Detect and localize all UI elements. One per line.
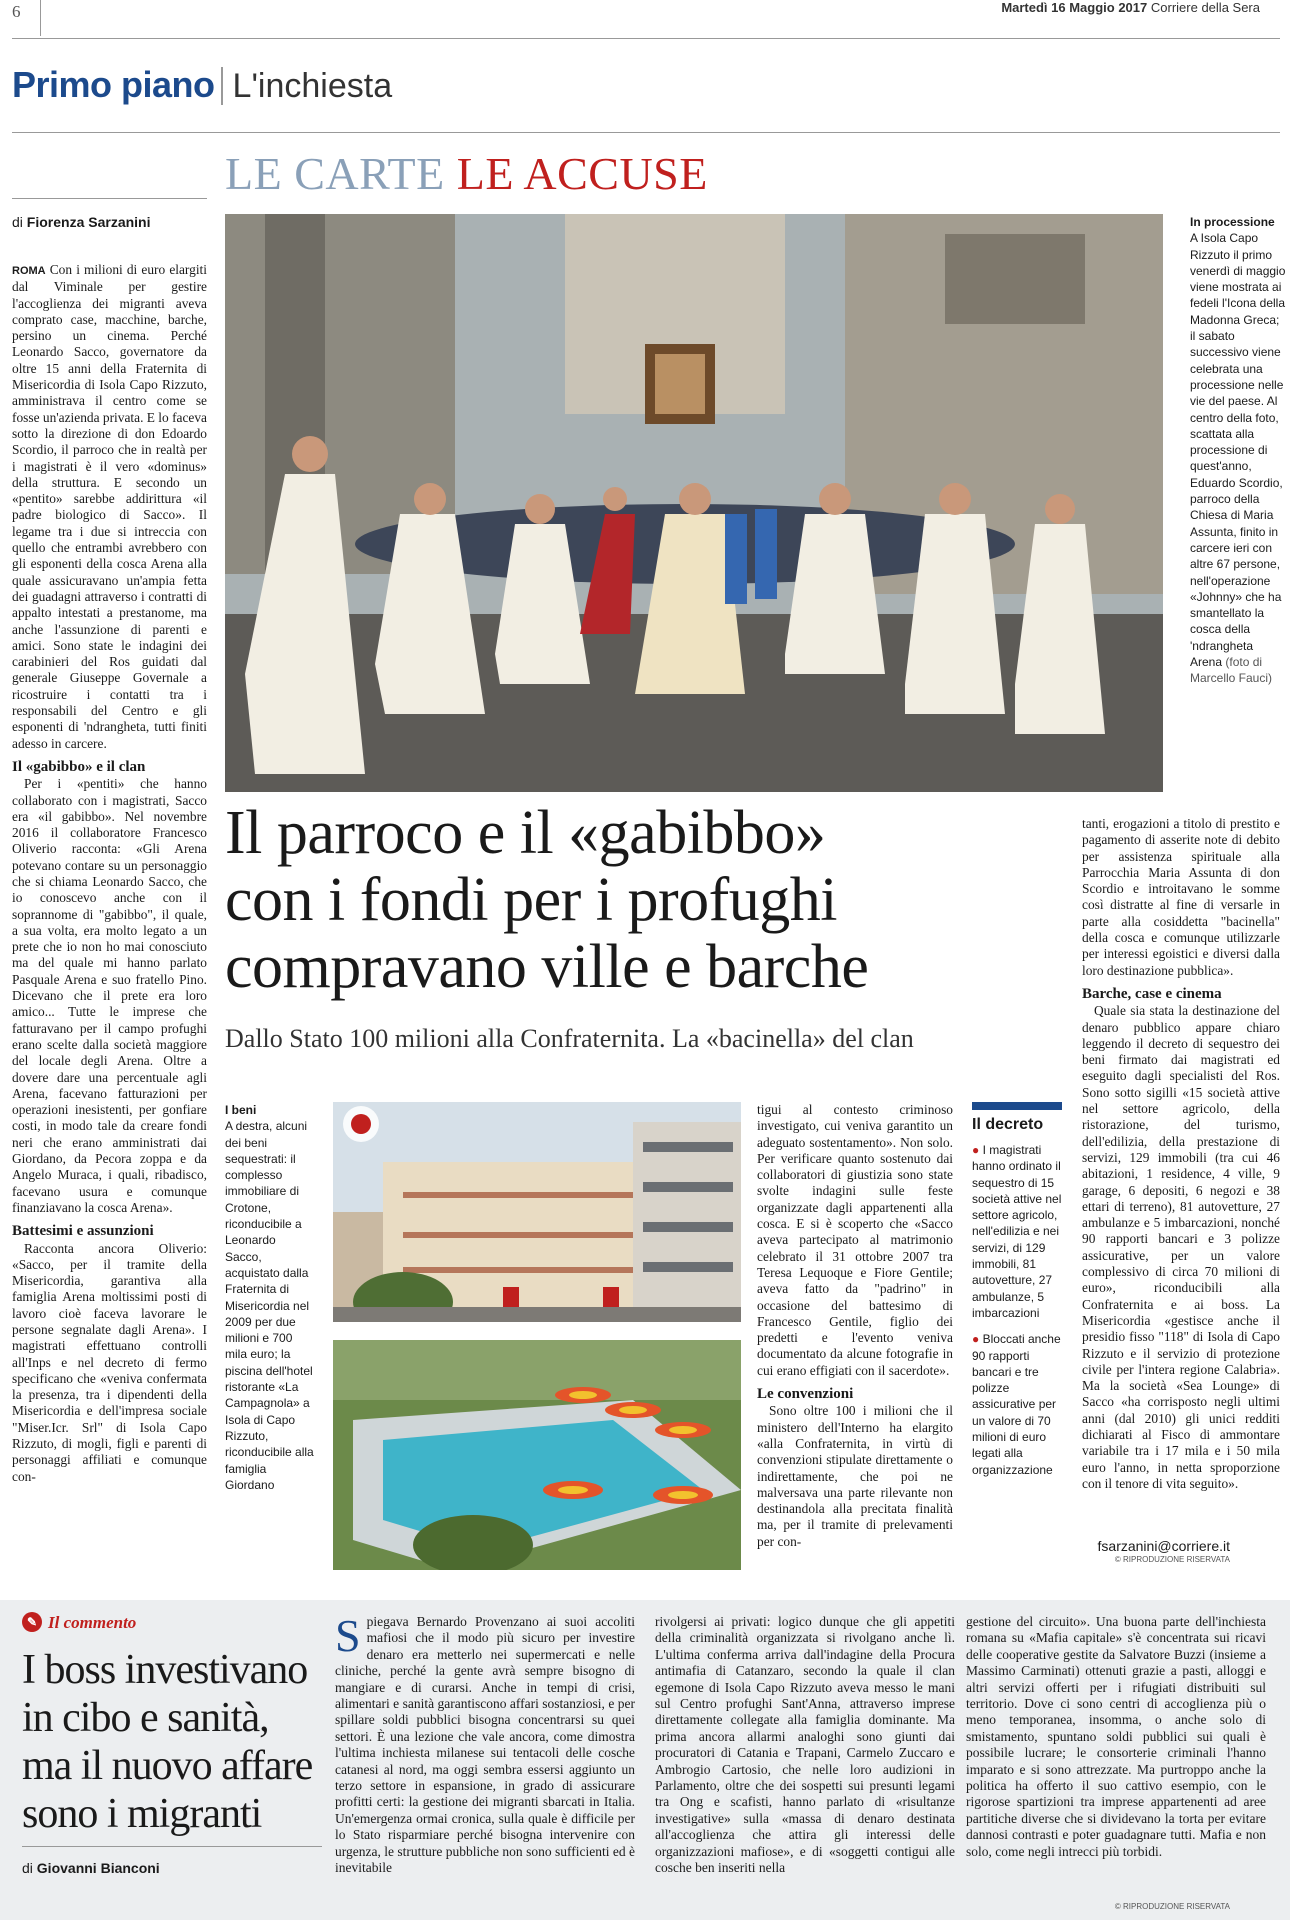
decree-item-text: Bloccati anche 90 rapporti bancari e tre polizze assicurative per un valore di 70 milioni di euro legati alla organizzazione [972,1332,1061,1477]
commentary-author: Giovanni Bianconi [36,1860,160,1876]
photo-caption-title: In processione [1190,215,1275,229]
headline-line: con i fondi per i profughi [225,866,838,934]
subheading: Il «gabibbo» e il clan [12,758,146,775]
kicker-part1: LE CARTE [225,148,445,199]
commentary-column-3: gestione del circuito». Una buona parte dell'inchiesta romana su «Mafia capitale» s'è concentrata sui ricavi delle cooperative gestite da Salvatore Buzzi (insieme a Massimo Carminati) ottenuti grazie a pasti, alloggi e altri servizi offerti per i rifugiati distribuiti sul territorio. Dove ci sono centri di accoglienza più o meno temporanea, insomma, o anche solo di smistamento, spuntano soldi pubblici sui quali è possibile lucrare; le consorterie criminali l'hanno imparato e si sono attrezzate. Ma purtroppo anche la politica ha offerto il suo cattivo esempio, con le rigorose spartizioni tra imprese appartenenti ad aree partitiche diverse che si dividevano la torta per evitare dannosi contrasti e poter guadagnare tutti. Mafia e non solo, come negli intrecci più torbidi. [966,1614,1266,1859]
subheading: Battesimi e assunzioni [12,1223,154,1240]
top-rule [12,38,1280,39]
subheading: Le convenzioni [757,1386,854,1403]
header-divider [40,0,41,36]
commentary-headline: I boss investivano in cibo e sanità, ma il nuovo affare sono i migranti [22,1647,313,1837]
subheadline: Dallo Stato 100 milioni alla Confraternita. La «bacinella» del clan [225,1024,914,1053]
article-paragraph: Racconta ancora Oliverio: «Sacco, per il tramite della Misericordia, garantiva alla famiglia Arena moltissimi posti di lavoro cioè faceva lavorare le persone segnalate dagli Arena». I magistrati effettuano controlli all'Inps e nel decreto di fermo specificano che «veniva confermata la presenza, tra i dipendenti della Misericordia e dell'impresa sociale "Miser.Icr. Srl" di Isola Capo Rizzuto, di mogli, figli e parenti di personaggi affiliati e comunque con- [12,1240,207,1484]
headline-line: Il parroco e il «gabibbo» [225,799,826,867]
article-paragraph: tigui al contesto criminoso investigato, cui veniva garantito un adeguato sostentamento». Non solo. Per verificare quanto sostenuto dai collaboratori di giustizia sono state svolte indagini sulle feste organizzate dagli appartenenti alla cosca. E si è scoperto che «Sacco aveva partecipato al matrimonio celebrato il 31 ottobre 2007 tra Teresa Lequoque e Fiore Gentile; aveva fatto da "padrino" in occasione del battesimo di Francesco Gentile, figlio dei predetti e l'evento veniva documentato da alcune fotografie in cui erano effigiati con il sacerdote». [757,1102,953,1378]
pool-illustration [333,1340,741,1570]
commentary-column-1 [335,1610,635,1877]
headline-line: compravano ville e barche [225,933,869,1001]
assets-caption-text: A destra, alcuni dei beni sequestrati: il complesso immobiliare di Crotone, riconducibile a Leonardo Sacco, acquistato dalla Fraternita di Misericordia nel 2009 per due milioni e 700 mila euro; la piscina dell'hotel ristorante «La Campagnola» a Isola di Capo Rizzuto, riconducibile alla famiglia Giordano [225,1119,314,1492]
article-column-2 [757,1102,953,1550]
commentary-text: piegava Bernardo Provenzano ai suoi accoliti mafiosi che il modo più sicuro per investire denaro era metterlo nei supermercati e nelle cliniche, perché la gente avrà sempre bisogno di mangiare e di curarsi. Anche in tempi di crisi, alimentari e sanità garantiscono affari sostanziosi, e per spillare soldi pubblici bisogna concentrarsi su quei settori. È una lezione che vale ancora, come dimostra l'ultima inchiesta milanese sui tentacoli delle cosche catanesi al nord, ma oggi sembra essersi aggiunto un terzo settore in espansione, in grado di assicurare profitti certi: la gestione dei migranti sbarcati in Italia. Un'emergenza ormai cronica, sulla quale è difficile per lo Stato risparmiare perché bisogna intervenire con urgenza, le strutture pubbliche non sono sufficienti ed è inevitabile [335,1614,635,1876]
commentary-icon: ✎ [22,1612,42,1632]
byline [12,214,151,230]
rights-notice: © RIPRODUZIONE RISERVATA [1114,1555,1230,1564]
commentary-byline [22,1860,160,1876]
pool-photo [333,1340,741,1570]
section-subtitle: L'inchiesta [221,67,393,105]
photo-credit: (foto di Marcello Fauci) [1190,655,1273,686]
commentary-rule [22,1846,322,1847]
decree-item [972,1331,1062,1478]
building-photo [333,1102,741,1322]
article-paragraph: tanti, erogazioni a titolo di prestito e pagamento di asserite note di debito per assistenza spirituale alla Parrocchia Maria Assunta di don Scordio e introitavano le somme così distratte al fine di versarle in parte alla cosiddetta "bacinella" della cosca e comunque utilizzarle per interessi egoistici e diversi dalla loro destinazione pubblica». [1082,816,1280,978]
decree-title: Il decreto [972,1116,1044,1133]
commentary-column-2: rivolgersi ai privati: logico dunque che gli appetiti della criminalità organizzata si rivolgano anche lì. L'ultima conferma arriva dall'indagine della Procura antimafia di Catanzaro, secondo la quale il clan egemone di Isola Capo Rizzuto aveva messo le mani sul Centro profughi Sant'Anna, attraverso imprese direttamente collegate alla famiglia dominante. Ma prima ancora allarmi analoghi sono giunti dai procuratori di Catania e Trapani, Carmelo Zuccaro e Ambrogio Cartosio, che nelle loro audizioni in Parlamento, oltre che dei sospetti sui presunti legami tra Ong e scafisti, hanno parlato di «risultanze investigative» sulla «massa di denaro destinata all'accoglienza che attira gli interessi delle organizzazioni mafiose», e di «soggetti contigui alle cosche ben inseriti nella [655,1614,955,1876]
page-number: 6 [12,2,21,21]
article-paragraph: Quale sia stata la destinazione del denaro pubblico appare chiaro leggendo il decreto di sequestro dei beni firmato dai magistrati ed eseguito dagli specialisti del Ros. Sono sotto sigilli «15 società attive nel settore agricolo, della ristorazione, del turismo, dell'edilizia, della prestazione di servizi, 129 immobili (tra cui 46 abitazioni, 1 residence, 4 ville, 9 garage, 6 depositi, 6 negozi e 38 ettari di terreno), 81 autovetture, 27 ambulanze e 5 imbarcazioni, nonché 90 rapporti bancari e 3 polizze assicurative, per un valore complessivo di circa 70 milioni di euro», riconducibili alla Confraternita e ai boss. La Misericordia «gestisce anche il presidio fisso "118" di Isola di Capo Rizzuto e il servizio di protezione civile per l'intera regione Calabria». Ma la società «Sea Lounge» di Sacco «ha corrisposto negli ultimi anni (dal 2010) gli unici redditi dichiarati al Fisco di ammontare variabile tra i 17 mila e i 50 mila euro l'anno, in netta sproporzione con il tenore di vita seguito». [1082,1003,1280,1491]
photo-caption [1190,214,1286,687]
byline-prefix: di [12,214,23,230]
article-paragraph: Con i milioni di euro elargiti dal Viminale per gestire l'accoglienza dei migranti aveva comprato case, macchine, barche, persino un cinema. Perché Leonardo Sacco, governatore da oltre 15 anni della Fraternita di Misericordia di Isola Capo Rizzuto, amministrava il centro come se fosse un'azienda privata. E lo faceva sotto la direzione di don Edoardo Scordio, il parroco che in realtà per i magistrati è il vero «dominus» della struttura. E secondo un «pentito» sarebbe addirittura «il padre biologico di Sacco». Il legame tra i due si intreccia con quello che entrambi avrebbero con gli esponenti della cosca Arena alla quale assicuravano un'ampia fetta dei guadagni attraverso i contratti di appalto intestati a prestanome, ma anche l'assunzione di parenti e amici. Sono state le indagini dei carabinieri del Ros guidati dal generale Giuseppe Governale a ricostruire i contatti tra i responsabili del Centro e gli esponenti di 'ndrangheta, tutti finiti adesso in carcere. [12,262,208,751]
commentary-byline-prefix: di [22,1860,33,1876]
headline [225,800,985,1001]
commentary-label [22,1612,136,1633]
rights-notice: © RIPRODUZIONE RISERVATA [1114,1902,1230,1911]
decree-bar [972,1102,1062,1110]
date-line [1001,0,1260,15]
article-paragraph: Per i «pentiti» che hanno collaborato con i magistrati, Sacco era «il gabibbo». Nel novembre 2016 il collaboratore Francesco Oliverio racconta: «Gli Arena potevano contare su un personaggio che si chiama Leonardo Sacco, che io conoscevo anche con il soprannome di "gabibbo", il quale, a sua volta, era molto legato a un prete che io non ho mai conosciuto ma del quale mi hanno parlato Pasquale Arena e suo fratello Pino. Dicevano che il prete era loro amico... Tutte le imprese che fatturavano per il campo profughi erano scelte dalla società maggiore del locale degli Arena. Oltre a dovere dare una percentuale agli Arena, facevano fatturazioni per operazioni inesistenti, per gonfiare costi, in modo tale da creare fondi neri che erano amministrati dai Giordano, da Pecora zoppa e da Angelo Muraca, i quali, ribadisco, facevano usura e comunque finanziavano la cosca Arena». [12,776,207,1215]
section-rule [12,132,1280,133]
bullet-icon: ● [972,1332,983,1347]
author-email: fsarzanini@corriere.it [1097,1538,1230,1554]
dropcap: S [335,1610,361,1661]
section-header [12,64,392,106]
decree-item-text: I magistrati hanno ordinato il sequestro di 15 società attive nel settore agricolo, nell'edilizia e nei servizi, di 129 immobili, 81 autovetture, 27 ambulanze, 5 imbarcazioni [972,1143,1062,1320]
kicker-part2: LE ACCUSE [456,148,708,199]
procession-photo [225,214,1163,792]
subheading: Barche, case e cinema [1082,985,1222,1002]
kicker [225,147,708,200]
procession-illustration [225,214,1163,792]
section-title: Primo piano [12,64,215,105]
article-paragraph: Sono oltre 100 i milioni che il ministero dell'Interno ha elargito «alla Confraternita, in virtù di convenzioni stipulate direttamente o indirettamente, che poi ne malversava una parte rilevante non destinandola alla precitata finalità ma, per il tramite di prelevamenti per con- [757,1403,953,1549]
building-illustration [333,1102,741,1322]
decree-box [972,1102,1062,1488]
newspaper-name: Corriere della Sera [1150,0,1260,15]
commentary-label-text: Il commento [48,1613,137,1632]
assets-caption-title: I beni [225,1103,257,1117]
issue-date: Martedì 16 Maggio 2017 [1001,0,1148,15]
byline-rule [12,198,207,199]
article-column-1 [12,262,207,1485]
byline-author: Fiorenza Sarzanini [26,214,151,230]
photo-caption-text: A Isola Capo Rizzuto il primo venerdì di maggio viene mostrata ai fedeli l'Icona della Madonna Greca; il sabato successivo viene celebrata una processione nelle vie del paese. Al centro della foto, scattata alla processione di quest'anno, Eduardo Scordio, parroco della Chiesa di Maria Assunta, finito in carcere ieri con altre 67 persone, nell'operazione «Johnny» che ha smantellato la cosca della 'ndrangheta Arena [1190,231,1286,670]
dateline: ROMA [12,265,46,277]
decree-item [972,1142,1062,1321]
assets-caption [225,1102,315,1493]
bullet-icon: ● [972,1143,983,1157]
article-column-3 [1082,816,1280,1492]
